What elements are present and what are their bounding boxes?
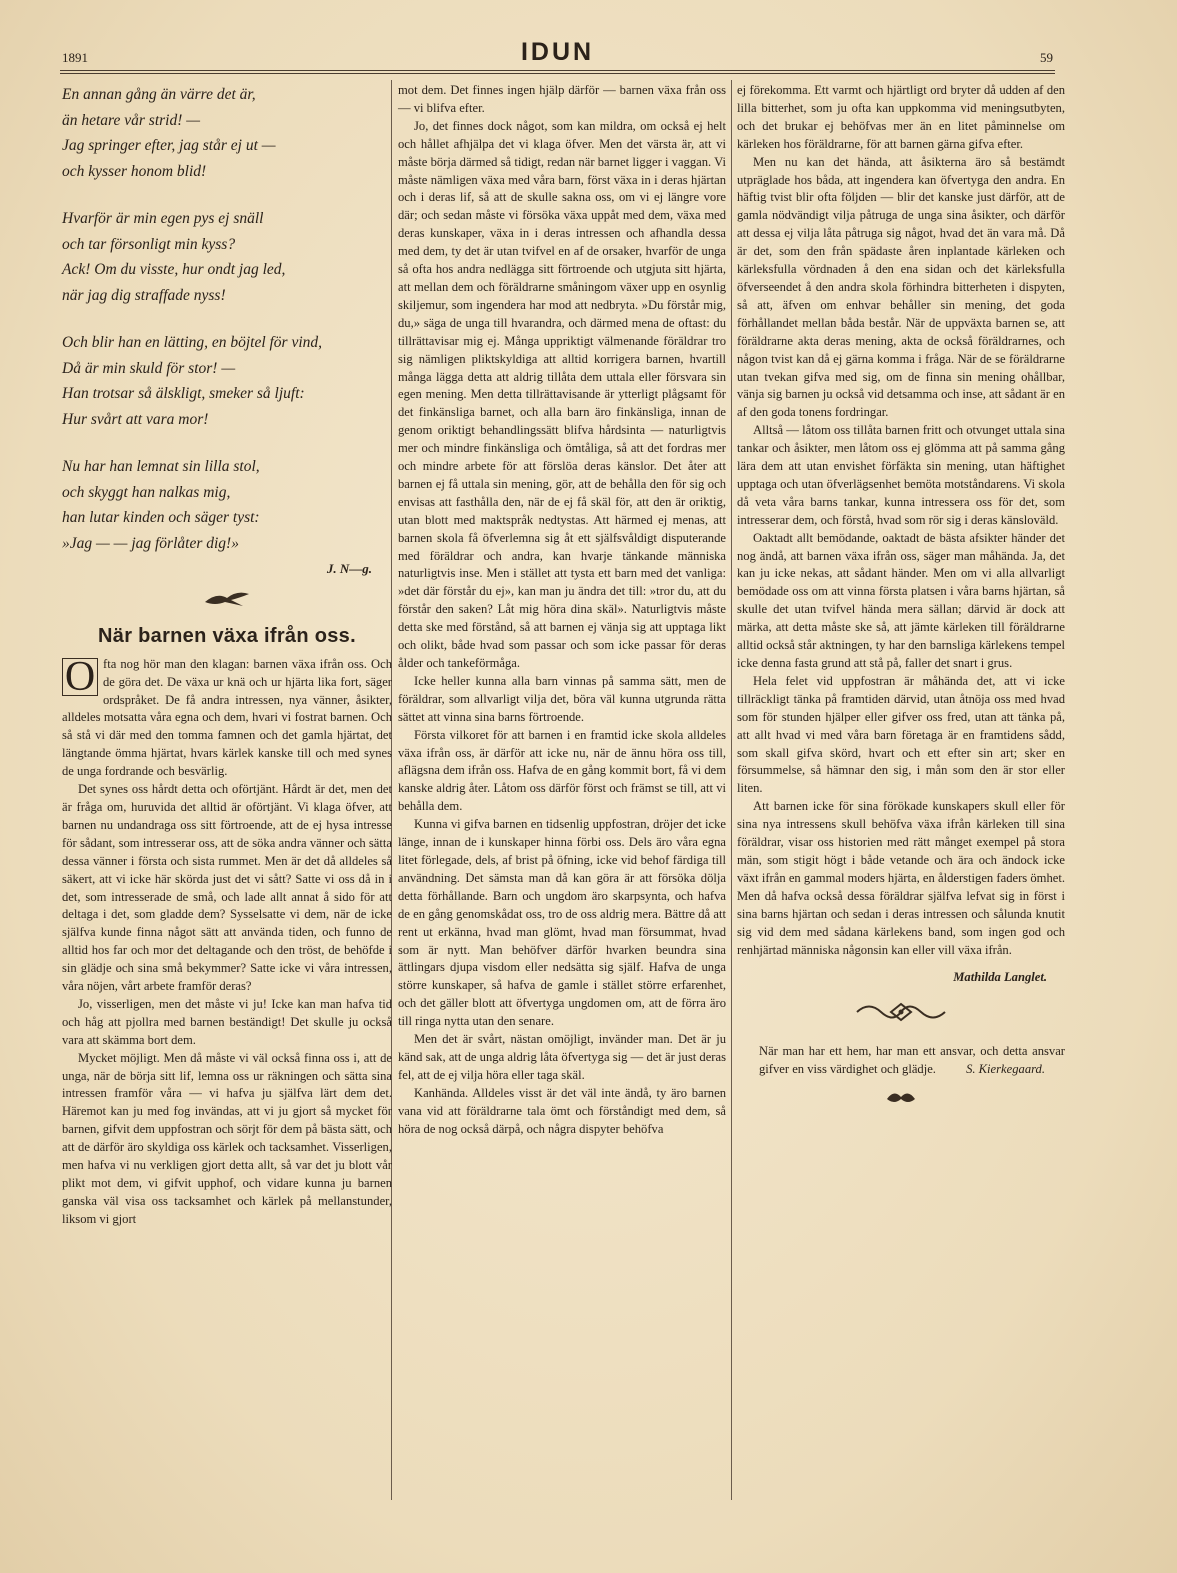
article-paragraph: ej förekomma. Ett varmt och hjärtligt ord bryter då udden af den lilla bitterhet, som ju ofta kan uppkomma vid meningsutbyten, och det brukar ej behöfvas mer än en litet påminnelse om kärleken hos föräldrarne, för att barnen gärna gifva efter. <box>737 83 1065 151</box>
poem-line: Hvarför är min egen pys ej snäll <box>62 210 264 227</box>
poem-line: »Jag — — jag förlåter dig!» <box>62 534 239 552</box>
scroll-ornament-icon <box>737 999 1065 1029</box>
article-paragraph: Kanhända. Alldeles visst är det väl inte ändå, ty äro barnen vana vid att föräldrarne tala ömt och förståndigt med dem, så höra de nog också därpå, och några dispyter behöfva <box>398 1085 726 1136</box>
header-title: IDUN <box>520 38 595 66</box>
swallow-ornament-icon <box>62 586 392 610</box>
quote-author: S. Kierkegaard. <box>966 1062 1045 1077</box>
article-paragraph: Oaktadt allt bemödande, oaktadt de bästa afsikter händer det nog ändå, att barnen växa ifrån oss, säger man måhända. Ja, det kan ju icke nekas, att sådant händer. Men om vi alla allvarligt bemödade oss om att vinna första platsen i våra barns hjärtan, så skulle det utan tvifvel hända mera sällan; därvid är dock att märka, att detta måste ske så, att jämte kärleken till föräldrarne alltid också står aktningen, ty har den barnsliga kärlekens tempel icke denna fasta grund att stå på, faller det snart i grus. <box>737 530 1065 670</box>
article-title: När barnen växa ifrån oss. <box>98 624 356 647</box>
header-page-number: 59 <box>1040 50 1053 65</box>
article-paragraph: Det synes oss hårdt detta och oförtjänt. Hårdt är det, men det är fråga om, huruvida det alltid är oförtjänt. Vi klaga öfver, att barnen nu undandraga oss sitt förtroende, att de ej hysa intresse för sådant, som intresserar oss, att de söka andra vänner och sätta dessa vänner i första och sista rummet. Men är det då alldeles så säkert, att vi icke här skörda just det vi sått? Satte vi oss då in i det, som intresserade de små, och lade allt annat å sido för att deltaga i det, som gladde dem? Sysselsatte vi dem, när de icke själfva kunde finna något sätt att använda tiden, och funno de alltid hos far och mor det deltagande och den tröst, de behöfde i sin glädje och sina små bekymmer? Satte icke vi våra intressen, våra nöjen, vårt arbete framför deras? <box>62 782 392 994</box>
poem-line: han lutar kinden och säger tyst: <box>62 509 260 526</box>
column-2 <box>398 82 726 1138</box>
poem-line: Och blir han en lätting, en böjtel för vind, <box>62 334 323 351</box>
article-paragraph: Icke heller kunna alla barn vinnas på samma sätt, men de föräldrar, som allvarligt vilja det, böra väl kunna utgrunda rätta sättet att vinna sina barns förtroende. <box>398 673 726 724</box>
article-paragraph: Kunna vi gifva barnen en tidsenlig uppfostran, dröjer det icke länge, innan de i kunskaper hinna förbi oss. Dels äro våra egna litet förlegade, dels, af brist på öfning, icke vid behof färdiga till användning. Det sämsta man då kan göra är att försöka dölja detta förhållande. Barn och ungdom äro skarpsynta, och hafva de en gång genomskådat oss, tro de oss aldrig mera. Bättre då att rent ut erkänna, hvad man glömt, hvad man försummat, hvad som är nytt. Man behöfver därför hvarken beundra sina ättlingars djupa visdom eller nedsätta sig själf. Hafva de unga större kunskaper, så hafva de gamle i stället större erfarenhet, och det gäller blott att öfvertyga ungdomen om, att de förra äro till ringa nytta utan den senare. <box>398 817 726 1029</box>
column-rule <box>731 80 732 1500</box>
article-paragraph: Första vilkoret för att barnen i en framtid icke skola alldeles växa ifrån oss, är därför att icke nu, när de ännu höra oss till, aflägsna dem ifrån oss. Hafva de en gång kommit bort, få vi dem kanske aldrig åter. Låtom oss därför först och främst se till, att vi behålla dem. <box>398 727 726 814</box>
article-paragraph: Mycket möjligt. Men då måste vi väl också finna oss i, att de unga, när de börja sitt lif, lemna oss ur räkningen och sätta sina intressen framför våra — vi hafva ju själfva lärt dem det. Häremot kan ju med fog invändas, att vi ju gjort så mycket för barnen, gifvit dem uppfostran och sörjt för dem på bästa sätt, och att de därför äro skyldiga oss kärlek och tacksamhet. Visserligen, men hafva vi nu verkligen gjort detta allt, så var det ju blott vår plikt mot dem, vi gifvit upphof, och vidare kunna ju barnen ganska väl visa oss tacksamhet och kärlek på mellanstunder, liksom vi gjort <box>62 1050 392 1226</box>
poem-line: Nu har han lemnat sin lilla stol, <box>62 458 260 475</box>
article-paragraph: Att barnen icke för sina förökade kunskapers skull eller för sina nya intressens skull behöfva växa ifrån kärleken till sina föräldrar, visar oss historien med rätt månget exempel på stora män, som stigit högt i både vetande och ära och ändock icke växt ifrån en gammal moders hjärta, en ålderstigen faders ömhet. Men då hafva också dessa föräldrar själfva lefvat sig in först i sina barns hjärtan och sedan i deras intressen och sålunda knutit sig vid dem med sådana kärlekens band, som ingen god och renhjärtad människa någonsin kan eller vill växa ifrån. <box>737 799 1065 957</box>
article-signature: Mathilda Langlet. <box>953 970 1047 985</box>
article-paragraph: Hela felet vid uppfostran är måhända det, att vi icke tillräckligt tänka på framtiden därvid, utan åtnöja oss med hvad som för stunden hjälper eller gifver oss fred, utan att tänka på, att allt hvad vi med våra barn företaga är en framtidens sådd, som skall gifva skörd, hvart och ett efter sin art; sker en försummelse, så hämnar den sig, i mån som den är stor eller liten. <box>737 673 1065 796</box>
quote-text: När man har ett hem, har man ett ansvar, och detta ansvar gifver en viss värdighet och glädje. <box>759 1044 1065 1077</box>
poem-line: Hur svårt att vara mor! <box>62 410 209 428</box>
poem-line: än hetare vår strid! — <box>62 111 201 129</box>
drop-cap: O <box>62 658 98 696</box>
poem-line: Jag springer efter, jag står ej ut — <box>62 137 276 154</box>
poem-line: Ack! Om du visste, hur ondt jag led, <box>62 261 286 278</box>
poem-line: Då är min skuld för stor! — <box>62 359 236 377</box>
page-header <box>60 40 1055 71</box>
article-paragraph: Jo, det finnes dock något, som kan mildra, om också ej helt och hållet afhjälpa det vi klaga öfver. Men det värsta är, att vi måste börja därmed så tidigt, redan när barnet ligger i vaggan. Vi måste nämligen växa med våra barn, först växa in i deras hjärtan och i deras lif, så att de skulle sakna oss, om vi ej längre vore där; och sedan måste vi försöka växa uppåt med dem, växa med deras kunskaper, växa in i deras intressen och afhandla dessa med dem, ty det är utan tvifvel en af de orsaker, hvarför de unga så ofta hos andra nedlägga sitt förtroende och utgjuta sitt hjärta, att mellan dem och föräldrarne småningom växer upp en osynlig skiljemur, som ingendera har mod att nedbryta. »Du förstår mig, du,» säga de unga till hvarandra, och därmed mena de oftast: du tillrättavisar mig ej. Många uppriktigt välmenande föräldrar tro sig nämligen pliktskyldiga att alltid korrigera barnen, hvartill många lägga detta att aldrig tillåta dem uttala eller försvara sin egen mening. Men detta tillrättavisande är ytterligt plågsamt för det finkänsliga barnet, och alla barn äro finkänsliga, innan de genom oriktigt behandlingssätt blifva hårdsinta — naturligtvis mer och mindre finkänsliga och ömtåliga, så att det fordras mer och mindre arbete för att förslöa deras känslor. Det åter att barnen ej få uttala sin mening, gör, att de behålla den för sig och envisas att fasthålla den, när de ej få skäl för, att den är oriktig, utan blott med maktspråk nedtystas. Att härmed ej menas, att barnen skola få öfverlemna sig åt ett själfsvåldigt disputerande med föräldrar och andra, kan hvarje tänkande människa naturligtvis inse. Men i stället att tysta ett barn med det vanliga: »det där förstår du ej», kan man ju ändra det till: »tror du, att du förstår den saken? Låt mig höra dina skäl». Naturligtvis måste detta ske med förstånd, så att barnen ej vänja sig att upptaga likt och olikt, både hvad som passar och som icke passar för deras ålder och tankeförmåga. <box>398 118 726 670</box>
poem-line: En annan gång än värre det är, <box>62 86 256 103</box>
column-1 <box>62 82 392 1229</box>
article-paragraph: Alltså — låtom oss tillåta barnen fritt och otvunget uttala sina tankar och åsikter, men låtom oss ej glömma att på samma gång lära dem att utan envishet förfäkta sin mening, utan häftighet upptaga och utan öfverlägsenhet bemöta motståndarens. Vi skola då veta våra barns tankar, kunna intressera oss för det, som intresserar dem, och förstå, hvad som rör sig i deras känsloväld. <box>737 423 1065 527</box>
poem-stanza <box>62 330 392 432</box>
poem-line: och kysser honom blid! <box>62 162 207 180</box>
header-year: 1891 <box>62 50 88 65</box>
article-paragraph: Men det är svårt, nästan omöjligt, invänder man. Det är ju känd sak, att de unga aldrig låta öfvertyga sig — det är just deras fel, att de ej vilja höra eller taga skäl. <box>398 1032 726 1082</box>
poem-line: när jag dig straffade nyss! <box>62 286 226 304</box>
poem-line: och skyggt han nalkas mig, <box>62 483 231 501</box>
article-paragraph: O fta nog hör man den klagan: barnen växa ifrån oss. Och de göra det. De växa ur knä och ur hjärta lika fort, säger ordspråket. De få andra intressen, nya vänner, åsikter, alldeles motsatta våra egna och dem, hvari vi fostrat barnen. Och så stå vi där med den tomma famnen och det gamla hjärtat, det längtande ömma hjärtat, hvars kärlek kanske till och med synes de unga fordrande och besvärlig. <box>62 653 392 779</box>
poem-stanza <box>62 206 392 308</box>
small-ornament-icon <box>737 1087 1065 1111</box>
article-paragraph: Jo, visserligen, men det måste vi ju! Icke kan man hafva tid och håg att pjollra med barnen beständigt! Det skulle ju också vara att skämma bort dem. <box>62 996 392 1047</box>
poem-stanza <box>62 82 392 184</box>
article-paragraph: Men nu kan det hända, att åsikterna äro så bestämdt utpräglade hos båda, att ingendera kan öfvertyga den andra. En häftig tvist blir ofta följden — blir det kanske just därför, att de gamla nödvändigt vilja påtruga de unga sina åsikter, och därför att dessa ej vilja låta påtruga sig något, hvad det än vara må. Då är det, som den från spädaste åren inplantade kärleken och kärleksfulla vördnaden å den ena sidan och det kärleksfulla öfverseendet å den andra skola förhindra bitterheten i dispyten, så att, äfven om enhvar behåller sin mening, det goda förhållandet mellan båda består. När de uppväxta barnen se, att föräldrarne akta deras mening, akta de också föräldrarnes, och någon tvist kan då ej gärna komma i fråga. När de se föräldrarne utan tvekan gifva med sig, om de finna sin mening ohållbar, vänja sig barnen ju också vid detsamma och inse, att sådant är en af den goda tonens fordringar. <box>737 154 1065 420</box>
poem-stanza <box>62 454 392 556</box>
article-paragraph: mot dem. Det finnes ingen hjälp därför — barnen växa från oss — vi blifva efter. <box>398 83 726 115</box>
column-3 <box>737 82 1065 1111</box>
poem-line: och tar försonligt min kyss? <box>62 235 236 253</box>
poem-signature: J. N—g. <box>326 561 372 576</box>
poem-line: Han trotsar så älskligt, smeker så ljuft: <box>62 385 305 402</box>
